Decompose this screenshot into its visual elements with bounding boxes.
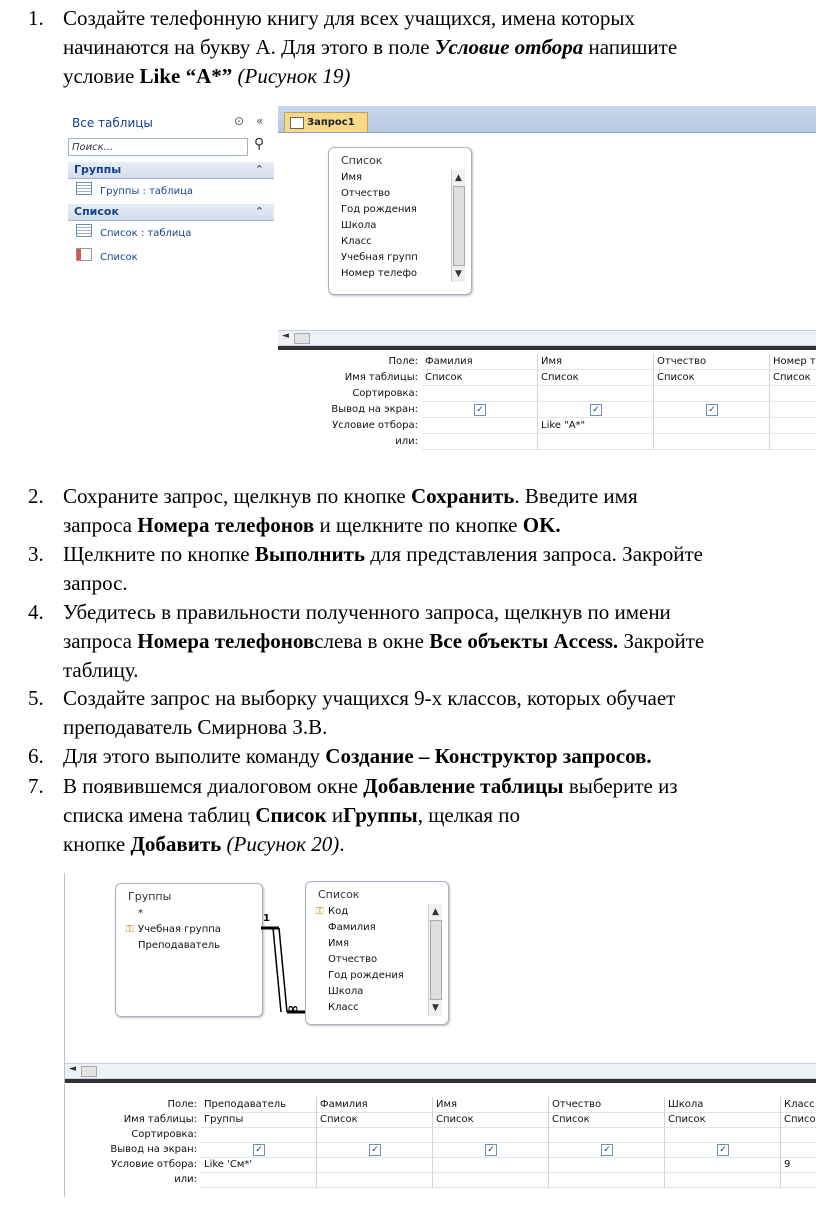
grid-cell[interactable] (201, 1097, 317, 1113)
grid-cell-value: Список (436, 1114, 474, 1125)
horizontal-scrollbar[interactable] (278, 330, 816, 346)
text-line (63, 684, 816, 713)
grid-cell[interactable] (317, 1097, 433, 1113)
nav-group-header[interactable] (68, 162, 274, 179)
query-design-screenshot-2 (64, 873, 816, 1197)
grid-cell[interactable] (201, 1112, 317, 1128)
text-run: Номера телефонов (137, 629, 315, 653)
grid-cell-value: Группы (204, 1114, 244, 1125)
nav-item[interactable] (76, 248, 138, 264)
text-run: слева в окне (314, 629, 430, 653)
field-label: Отчество (328, 954, 378, 965)
grid-row-label: Сортировка: (352, 388, 418, 399)
list-number: 2. (28, 484, 44, 508)
grid-cell[interactable] (538, 418, 654, 434)
collapse-pane-icon[interactable]: « (256, 114, 264, 128)
arrow-left-icon[interactable]: ◄ (69, 1064, 76, 1074)
query-design-screenshot-1 (64, 106, 816, 460)
document-tab-bar (278, 106, 816, 133)
grid-cell[interactable] (422, 418, 538, 434)
field-label: Фамилия (328, 922, 376, 933)
arrow-up-icon[interactable]: ▲ (432, 907, 439, 917)
grid-cell-value: Имя (436, 1099, 458, 1110)
field-label: Класс (341, 236, 372, 247)
text-run: (Рисунок 20) (226, 832, 340, 856)
text-run: Условие отбора (434, 35, 584, 59)
grid-cell[interactable] (317, 1142, 433, 1158)
text-run: Сохраните запрос, щелкнув по кнопке (63, 484, 411, 508)
text-run: Создание – Конструктор запросов. (325, 744, 652, 768)
navigation-pane (64, 106, 279, 460)
text-run: запроса (63, 513, 138, 537)
grid-cell[interactable] (781, 1142, 816, 1158)
text-run: и щелкните по кнопке (314, 513, 523, 537)
relation-many-label: ∞ (287, 1001, 299, 1017)
grid-cell[interactable] (654, 386, 770, 402)
grid-cell[interactable] (317, 1172, 433, 1188)
grid-cell[interactable] (665, 1172, 781, 1188)
grid-cell[interactable] (433, 1097, 549, 1113)
show-checkbox[interactable]: ✓ (706, 404, 718, 416)
grid-cell-value: Список (320, 1114, 358, 1125)
scroll-thumb[interactable] (294, 333, 310, 344)
grid-cell[interactable] (422, 386, 538, 402)
grid-row-label: Сортировка: (131, 1129, 197, 1140)
grid-cell[interactable] (770, 402, 816, 418)
list-text (63, 540, 816, 598)
text-run: Номера телефонов (137, 513, 315, 537)
grid-cell[interactable] (781, 1157, 816, 1173)
text-line (63, 772, 816, 801)
text-run: Добавить (130, 832, 222, 856)
grid-cell[interactable] (665, 1112, 781, 1128)
grid-cell[interactable] (781, 1097, 816, 1113)
grid-cell[interactable] (538, 370, 654, 386)
table-box-title: Список (318, 888, 360, 901)
arrow-down-icon[interactable]: ▼ (432, 1003, 439, 1013)
text-line (63, 33, 816, 62)
text-run: для представления запроса. Закройте (364, 542, 703, 566)
field-label: * (138, 908, 143, 919)
text-run: выберите из (563, 774, 678, 798)
text-run: Like “A*” (139, 64, 233, 88)
field-label: Класс (328, 1002, 359, 1013)
field-label: Код (328, 906, 349, 917)
field-item[interactable] (341, 170, 362, 186)
text-run: кнопке (63, 832, 131, 856)
grid-cell[interactable] (538, 354, 654, 370)
list-text (63, 4, 816, 91)
field-label: Имя (328, 938, 350, 949)
table-area (278, 133, 816, 329)
grid-row-label: Условие отбора: (111, 1159, 197, 1170)
field-label: Преподаватель (138, 940, 221, 951)
text-run: Группы (343, 803, 418, 827)
grid-cell-value: Список (552, 1114, 590, 1125)
text-line (63, 598, 816, 627)
grid-cell[interactable] (422, 402, 538, 418)
list-text (63, 772, 816, 859)
query-window (278, 106, 816, 460)
grid-cell-value: 9 (784, 1159, 791, 1170)
field-label: Школа (328, 986, 364, 997)
text-run: (Рисунок 19) (237, 64, 351, 88)
chevron-down-icon[interactable]: ⊙ (234, 114, 245, 128)
nav-group-title: Группы (74, 163, 122, 176)
nav-item[interactable] (76, 224, 191, 240)
field-label: Номер телефо (341, 268, 418, 279)
field-item[interactable] (341, 234, 372, 250)
grid-row-label: или: (174, 1174, 197, 1185)
list-item-6 (0, 742, 816, 771)
grid-cell[interactable] (665, 1127, 781, 1143)
scroll-thumb[interactable] (81, 1066, 97, 1077)
nav-item-label: Список (100, 252, 138, 263)
relation-one-label: 1 (263, 913, 270, 924)
grid-row-label: Имя таблицы: (344, 372, 418, 383)
text-run: Убедитесь в правильности полученного запроса, щелкнув по имени (63, 600, 671, 624)
grid-cell[interactable] (201, 1172, 317, 1188)
list-number: 6. (28, 744, 44, 768)
grid-cell[interactable] (422, 370, 538, 386)
grid-cell-value: Преподаватель (204, 1099, 287, 1110)
grid-cell[interactable] (317, 1127, 433, 1143)
list-number: 1. (28, 6, 44, 30)
collapse-icon[interactable]: ⌃ (254, 205, 264, 218)
grid-cell-value: Список (773, 372, 811, 383)
grid-row-label: Вывод на экран: (110, 1144, 197, 1155)
field-label: Учебная группа (138, 924, 221, 935)
show-checkbox[interactable]: ✓ (717, 1144, 729, 1156)
text-run: В появившемся диалоговом окне (63, 774, 364, 798)
grid-cell-value: Отчество (552, 1099, 602, 1110)
list-item-5 (0, 684, 816, 742)
grid-cell[interactable] (433, 1112, 549, 1128)
list-item-3 (0, 540, 816, 598)
text-run: напишите (583, 35, 678, 59)
text-run: Щелкните по кнопке (63, 542, 255, 566)
key-icon: ⚿ (316, 906, 324, 917)
arrow-down-icon[interactable]: ▼ (455, 269, 462, 279)
list-text (63, 482, 816, 540)
text-run: OK. (522, 513, 561, 537)
text-line (63, 482, 816, 511)
list-text (63, 598, 816, 685)
grid-cell[interactable] (433, 1142, 549, 1158)
text-run: Выполнить (254, 542, 365, 566)
horizontal-scrollbar[interactable] (65, 1063, 816, 1079)
field-label: Школа (341, 220, 377, 231)
grid-cell[interactable] (549, 1172, 665, 1188)
grid-cell-value: Фамилия (425, 356, 473, 367)
text-line (63, 742, 816, 771)
text-run: и (326, 803, 344, 827)
nav-group-header[interactable] (68, 204, 274, 221)
table-area (65, 873, 816, 1069)
text-line (63, 4, 816, 33)
text-run: Добавление таблицы (363, 774, 564, 798)
grid-cell-value: Like 'См*' (204, 1159, 253, 1170)
vertical-scrollbar[interactable] (451, 170, 465, 282)
list-item-4 (0, 598, 816, 685)
pane-splitter[interactable] (278, 346, 816, 350)
nav-group-title: Список (74, 205, 119, 218)
text-run: Все объекты Access. (429, 629, 619, 653)
grid-cell[interactable] (538, 434, 654, 450)
field-item[interactable] (341, 202, 417, 218)
query-icon (290, 117, 304, 129)
show-checkbox[interactable]: ✓ (485, 1144, 497, 1156)
text-run: . Введите имя (514, 484, 638, 508)
text-line (63, 627, 816, 656)
text-run: таблицу. (63, 658, 139, 682)
grid-cell[interactable] (654, 370, 770, 386)
field-label: Год рождения (328, 970, 404, 981)
design-grid (65, 1097, 816, 1197)
grid-cell-value: Список (541, 372, 579, 383)
grid-cell[interactable] (549, 1142, 665, 1158)
text-run: Сохранить (410, 484, 515, 508)
text-run: Создайте телефонную книгу для всех учащихся, имена которых (63, 6, 635, 30)
grid-cell[interactable] (781, 1112, 816, 1128)
text-line (63, 830, 816, 859)
grid-cell[interactable] (422, 354, 538, 370)
text-line (63, 569, 816, 598)
list-item-1 (0, 4, 816, 91)
grid-cell-value: Номер т (773, 356, 816, 367)
nav-pane-title[interactable]: Все таблицы (72, 116, 153, 130)
grid-cell[interactable] (654, 418, 770, 434)
grid-cell-value: Отчество (657, 356, 707, 367)
grid-cell[interactable] (549, 1097, 665, 1113)
show-checkbox[interactable]: ✓ (590, 404, 602, 416)
list-item-2 (0, 482, 816, 540)
list-number: 3. (28, 542, 44, 566)
grid-row-label: Вывод на экран: (331, 404, 418, 415)
table-icon (76, 182, 92, 195)
text-line (63, 801, 816, 830)
grid-cell[interactable] (549, 1127, 665, 1143)
grid-cell-value: Фамилия (320, 1099, 368, 1110)
grid-cell[interactable] (433, 1172, 549, 1188)
list-number: 5. (28, 686, 44, 710)
grid-cell[interactable] (201, 1127, 317, 1143)
text-line (63, 62, 816, 91)
tab-query1[interactable] (284, 112, 368, 132)
list-number: 4. (28, 600, 44, 624)
arrow-up-icon[interactable]: ▲ (455, 173, 462, 183)
grid-cell[interactable] (770, 434, 816, 450)
grid-cell[interactable] (549, 1112, 665, 1128)
grid-cell[interactable] (538, 402, 654, 418)
table-icon (76, 224, 92, 237)
grid-cell-value: Списо (784, 1114, 816, 1125)
table-box-title: Список (341, 154, 383, 167)
grid-cell-value: Школа (668, 1099, 704, 1110)
text-line (63, 713, 816, 742)
grid-cell[interactable] (770, 354, 816, 370)
nav-search-input[interactable]: Поиск... (68, 138, 248, 156)
search-icon[interactable]: ⚲ (254, 136, 265, 152)
list-number: 7. (28, 774, 44, 798)
list-item-7 (0, 772, 816, 859)
grid-cell[interactable] (770, 418, 816, 434)
grid-cell-value: Список (657, 372, 695, 383)
grid-cell[interactable] (654, 434, 770, 450)
text-line (63, 511, 816, 540)
list-text (63, 742, 816, 771)
nav-item[interactable] (76, 182, 193, 198)
grid-row-label: Поле: (388, 356, 418, 367)
nav-item-label: Список : таблица (100, 228, 192, 239)
grid-row-label: или: (395, 436, 418, 447)
grid-cell[interactable] (433, 1127, 549, 1143)
grid-row-label: Имя таблицы: (123, 1114, 197, 1125)
text-line (63, 540, 816, 569)
pane-splitter[interactable] (65, 1079, 816, 1083)
show-checkbox[interactable]: ✓ (601, 1144, 613, 1156)
nav-item-label: Группы : таблица (100, 186, 194, 197)
grid-cell-value: Like "A*" (541, 420, 586, 431)
show-checkbox[interactable]: ✓ (474, 404, 486, 416)
grid-cell[interactable] (317, 1157, 433, 1173)
text-run: начинаются на букву А. Для этого в поле (63, 35, 435, 59)
field-label: Отчество (341, 188, 391, 199)
field-item[interactable] (341, 266, 417, 282)
show-checkbox[interactable]: ✓ (369, 1144, 381, 1156)
list-text (63, 684, 816, 742)
text-run: преподаватель Смирнова З.В. (63, 715, 328, 739)
grid-cell[interactable] (201, 1142, 317, 1158)
text-run: запрос. (63, 571, 128, 595)
grid-cell[interactable] (665, 1097, 781, 1113)
show-checkbox[interactable]: ✓ (253, 1144, 265, 1156)
text-line (63, 656, 816, 685)
text-run: Для этого выполите команду (63, 744, 326, 768)
design-grid (278, 354, 816, 460)
relationship-line[interactable] (65, 873, 465, 1069)
query-icon (76, 248, 92, 261)
grid-row-label: Поле: (167, 1099, 197, 1110)
grid-cell[interactable] (433, 1157, 549, 1173)
grid-cell[interactable] (665, 1157, 781, 1173)
grid-cell-value: Класс (784, 1099, 815, 1110)
grid-cell-value: Список (425, 372, 463, 383)
text-run: Закройте (618, 629, 705, 653)
table-box-spisok[interactable] (328, 147, 472, 295)
grid-cell[interactable] (538, 386, 654, 402)
text-run: . (339, 832, 345, 856)
field-item[interactable] (341, 186, 390, 202)
field-label: Год рождения (341, 204, 417, 215)
grid-row-label: Условие отбора: (332, 420, 418, 431)
arrow-left-icon[interactable]: ◄ (282, 331, 289, 341)
grid-cell[interactable] (201, 1157, 317, 1173)
text-run: условие (63, 64, 140, 88)
field-item[interactable] (341, 218, 376, 234)
table-box-title: Группы (128, 890, 172, 903)
text-run: , щелкая по (417, 803, 521, 827)
text-run: запроса (63, 629, 138, 653)
field-label: Имя (341, 172, 363, 183)
text-run: списка имена таблиц (63, 803, 256, 827)
grid-cell[interactable] (317, 1112, 433, 1128)
grid-cell[interactable] (654, 354, 770, 370)
text-run: Список (255, 803, 327, 827)
collapse-icon[interactable]: ⌃ (254, 163, 264, 176)
tab-label: Запрос1 (307, 117, 355, 128)
key-icon: ⚿ (126, 924, 134, 935)
field-label: Учебная групп (341, 252, 418, 263)
grid-cell-value: Список (668, 1114, 706, 1125)
text-run: Создайте запрос на выборку учащихся 9-х классов, которых обучает (63, 686, 676, 710)
grid-cell[interactable] (549, 1157, 665, 1173)
grid-cell[interactable] (422, 434, 538, 450)
grid-cell[interactable] (654, 402, 770, 418)
grid-cell[interactable] (665, 1142, 781, 1158)
field-item[interactable] (341, 250, 418, 266)
grid-cell[interactable] (781, 1127, 816, 1143)
scroll-thumb[interactable] (453, 186, 465, 266)
grid-cell[interactable] (781, 1172, 816, 1188)
grid-cell[interactable] (770, 370, 816, 386)
grid-cell-value: Имя (541, 356, 563, 367)
grid-cell[interactable] (770, 386, 816, 402)
